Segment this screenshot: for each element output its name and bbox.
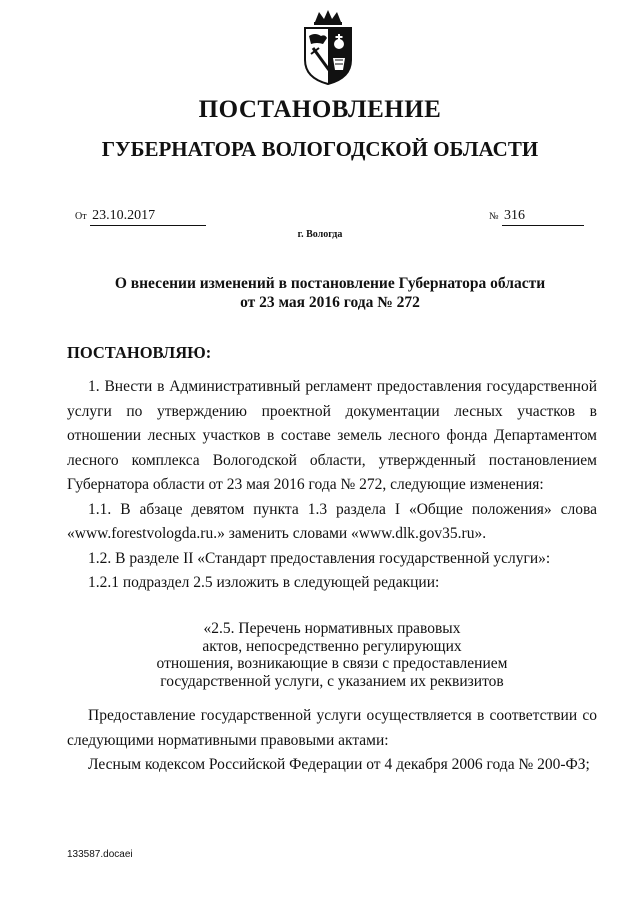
document-id: 133587.docaei [67,849,133,860]
city-label: г. Вологда [297,229,343,240]
quote-line-1: «2.5. Перечень нормативных правовых [203,620,461,637]
body-section-2 [67,704,597,778]
quote-line-2: актов, непосредственно регулирующих [202,637,462,655]
number-value: 316 [502,208,584,226]
subject-line-2: от 23 мая 2016 года № 272 [240,294,420,311]
subject-line-1: О внесении изменений в постановление Губернатора области [114,275,546,292]
number-prefix: № [489,211,499,222]
paragraph-forest-code: Лесным кодексом Российской Федерации от 4 декабря 2006 года № 200-ФЗ; [88,756,590,773]
decree-word: ПОСТАНОВЛЯЮ: [67,343,212,362]
number-block [489,208,584,226]
paragraph-1-2-1: 1.2.1 подраздел 2.5 изложить в следующей редакции: [88,574,440,591]
quote-line-3: отношения, возникающие в связи с предоставлением [156,655,508,672]
paragraph-1: 1. Внести в Административный регламент предоставления государственной услуги по утверждению проектной документации лесных участков в отношении лесных участков в составе земель лесного фонда Департаментом лесного комплекса Вологодской области, утвержденный постановлением Губернатора области от 23 мая 2016 года № 272, следующие изменения: [67,378,597,493]
document-type-title: ПОСТАНОВЛЕНИЕ [198,96,442,123]
quoted-heading [67,620,597,690]
vologda-coat-of-arms-icon [299,8,357,86]
quote-line-4: государственной услуги, с указанием их реквизитов [160,672,504,690]
document-subject [60,274,600,312]
date-block [75,208,206,226]
issuer-title: ГУБЕРНАТОРА ВОЛОГОДСКОЙ ОБЛАСТИ [101,137,539,161]
paragraph-1-2: 1.2. В разделе II «Стандарт предоставления государственной услуги»: [88,549,551,567]
date-value: 23.10.2017 [90,208,206,226]
paragraph-provision: Предоставление государственной услуги осуществляется в соответствии со следующими нормативными правовыми актами: [67,707,597,749]
date-prefix: От [75,211,87,222]
body-section-1 [67,375,597,596]
paragraph-1-1: 1.1. В абзаце девятом пункта 1.3 раздела I «Общие положения» слова «www.forestvologda.ru.» заменить словами «www.dlk.gov35.ru». [67,500,597,542]
